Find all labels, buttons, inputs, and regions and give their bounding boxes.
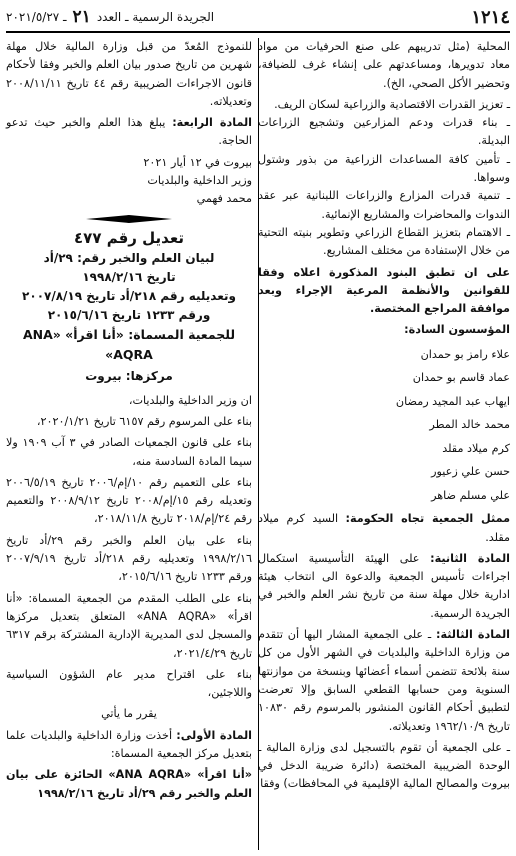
article-three-label: المادة الثالثة: — [435, 628, 511, 642]
notice-subtitle: ورقم ١٢٣٣ تاريخ ٢٠١٥/٦/١٦ — [47, 307, 211, 322]
page-header — [6, 4, 510, 30]
founders-list — [258, 343, 510, 508]
notice-subtitle: تاريخ ١٩٩٨/٢/١٦ — [82, 269, 176, 284]
signature-place-date: بيروت في ١٢ أيار ٢٠٢١ — [143, 155, 252, 169]
considering-paragraph: بناء على المرسوم رقم ٦١٥٧ تاريخ ٢٠٢٠/١/٢١، — [36, 414, 252, 428]
condition-paragraph: على ان تطبق البنود المذكورة اعلاه وفقا للقوانين والأنظمة المرعية الإجراء وبعد موافقة المراجع المختصة. — [258, 265, 510, 316]
intro-paragraph: المحلية (مثل تدريبهم على صنع الحرفيات من مواد معاد تدويرها، ومساعدتهم على إنشاء غرف للضيافة، وتحضير الأكل الصحي، الخ). — [258, 40, 510, 90]
article-two — [258, 550, 510, 623]
section-divider — [6, 215, 252, 223]
decides-line: يقرر ما يأتي — [101, 707, 157, 721]
article-four-label: المادة الرابعة: — [172, 116, 252, 130]
signature-name: محمد فهمي — [196, 192, 252, 206]
list-item: ـ الاهتمام بتعزيز القطاع الزراعي وتطوير بنيته التحتية من خلال الإستفادة من مختلف المشاريع. — [258, 225, 510, 258]
divider-ornament — [86, 215, 172, 223]
considering-paragraph: بناء على الطلب المقدم من الجمعية المسماة: «أنا اقرأ» «ANA AQRA» المتعلق بتعديل مركزها والمسجل لدى المديرية الإدارية المشتركة برقم ٦٣١٧ تاريخ ٢٠٢١/٤/٢٩، — [6, 591, 253, 660]
header-rule — [6, 31, 510, 33]
article-two-text: على الهيئة التأسيسية استكمال اجراءات تأسيس الجمعية والدعوة الى انتخاب هيئة ادارية خلال مهلة سنة من تاريخ نشر العلم والخبر في الجريدة الرسمية. — [258, 551, 510, 620]
list-item: ـ تنمية قدرات المزارع والزراعات اللبنانية عبر عقد الندوات والمحاضرات والمشاريع الإنمائية. — [258, 189, 510, 221]
right-column — [258, 38, 510, 797]
notice-subtitle: لبيان العلم والخبر رقم: ٢٩/أد — [43, 250, 215, 265]
considering-paragraph: بناء على التعميم رقم ١٠/إم/٢٠٠٦ تاريخ ٢٠٠٦/٥/١٩ وتعديله رقم ١٥/إم/٢٠٠٨ تاريخ ٢٠٠٨/٩/١٢ والتعميم رقم ٢٤/إم/٢٠١٨ تاريخ ٢٠١٨/١١/٨، — [6, 475, 252, 526]
objectives-list — [258, 96, 510, 261]
article-three — [258, 626, 510, 736]
issue-date: ـ ٢٠٢١/٥/٢٧ — [6, 10, 67, 24]
article-one-label: المادة الأولى: — [176, 728, 252, 742]
left-column — [6, 38, 252, 806]
column-divider — [258, 38, 259, 850]
issue-number: ٢١ — [72, 7, 91, 27]
header-issue-info — [6, 7, 214, 27]
gazette-name: الجريدة الرسمية ـ العدد — [96, 10, 215, 24]
list-item: ـ بناء قدرات ودعم المزارعين وتشجيع الزراعات البديلة. — [258, 116, 510, 148]
minister-line: ان وزير الداخلية والبلديات، — [128, 393, 252, 407]
representative-name: السيد كرم ميلاد مقلد. — [258, 512, 510, 544]
list-item: علي مسلم ضاهر — [431, 488, 510, 502]
notice-subtitle: وتعديليه رقم ٢١٨/أد تاريخ ٢٠٠٧/٨/١٩ — [22, 288, 236, 303]
representative-label: ممثل الجمعية تجاه الحكومة: — [345, 512, 511, 526]
considering-paragraph: بناء على اقتراح مدير عام الشؤون السياسية واللاجئين، — [6, 667, 252, 700]
notice-title: تعديل رقم ٤٧٧ — [74, 228, 184, 247]
list-item: كرم ميلاد مقلد — [442, 441, 510, 455]
founders-heading: المؤسسون السادة: — [404, 323, 510, 337]
article-one — [6, 727, 252, 764]
list-item: حسن علي زعيور — [431, 465, 510, 479]
association-hq: مركزها: بيروت — [85, 368, 173, 383]
list-item: ايهاب عبد المجيد رمضان — [395, 394, 510, 408]
continuation-paragraph: للنموذج المُعدّ من قبل وزارة المالية خلال مهلة شهرين من تاريخ صدور بيان العلم والخبر وفقا لأحكام قانون الاجراءات الضريبية رقم ٤٤ تاريخ ٢٠٠٨/١١/١١ وتعديلاته. — [6, 40, 252, 108]
representative-paragraph — [258, 510, 510, 547]
article-three-item: ـ على الجمعية أن تقوم بالتسجيل لدى وزارة المالية ـ الوحدة الضريبية المختصة (دائرة ضريبة الدخل في بيروت والمصالح المالية الإقليمية في المحافظات) وفقا — [258, 740, 510, 791]
article-four-text: يبلغ هذا العلم والخبر حيث تدعو الحاجة. — [6, 116, 252, 148]
list-item: ـ تأمين كافة المساعدات الزراعية من بذور وشتول وسواها. — [258, 152, 510, 185]
considering-paragraph: بناء على بيان العلم والخبر رقم ٢٩/أد تاريخ ١٩٩٨/٢/١٦ وتعديليه رقم ٢١٨/أد تاريخ ٢٠٠٧/٩/١٩ ورقم ١٢٣٣ تاريخ ٢٠١٥/٦/١٦، — [6, 533, 253, 584]
article-two-label: المادة الثانية: — [430, 551, 510, 565]
considering-paragraph: بناء على قانون الجمعيات الصادر في ٣ آب ١٩٠٩ ولا سيما المادة السادسة منه، — [6, 436, 252, 468]
article-four — [6, 114, 252, 151]
list-item: علاء رامز بو حمدان — [420, 347, 510, 361]
article-three-text: ـ على الجمعية المشار اليها أن تتقدم من وزارة الداخلية والبلديات في الشهر الأول من كل سنة بلائحة تتضمن أسماء أعضائها وبنسخة من موازنتها السنوية ومن حسابها القطعي السابق وإلا تعرضت لتطبيق أحكام القانون المنشور بالمرسوم رقم ١٠٨٣٠ تاريخ ١٩٦٢/١٠/٩ وتعديلاته. — [258, 628, 510, 733]
signature-title: وزير الداخلية والبلديات — [147, 174, 252, 188]
article-one-text: أخذت وزارة الداخلية والبلديات علما بتعديل مركز الجمعية المسماة: — [6, 728, 252, 761]
list-item: عماد قاسم بو حمدان — [412, 371, 510, 385]
article-one-association: «أنا اقرأ» «ANA AQRA» الحائزة على بيان العلم والخبر رقم ٢٩/أد تاريخ ١٩٩٨/٢/١٦ — [6, 768, 252, 800]
list-item: ـ تعزيز القدرات الاقتصادية والزراعية لسكان الريف. — [274, 97, 510, 111]
list-item: محمد خالد المطر — [429, 418, 510, 432]
page-number: ١٢١٤ — [471, 6, 510, 28]
association-name: للجمعية المسماة: «أنا اقرأ» «ANA AQRA» — [22, 326, 236, 362]
